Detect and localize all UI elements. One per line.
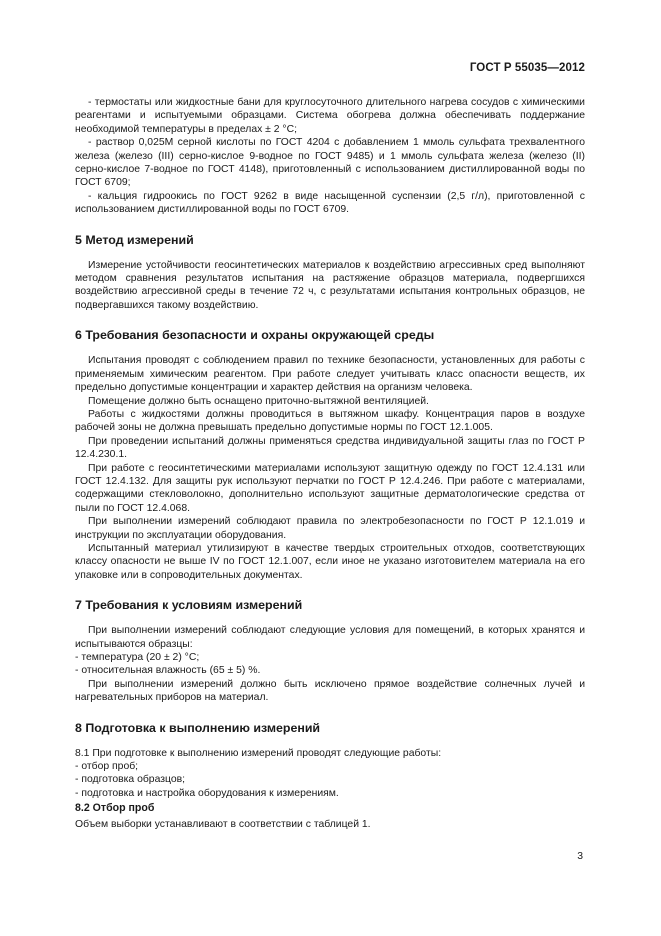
section-6-paragraph-3: Работы с жидкостями должны проводиться в вытяжном шкафу. Концентрация паров в воздухе рабочей зоны не должна превышать предельно допустимые нормы по ГОСТ 12.1.005. [75,408,585,434]
section-7-paragraph-2: При выполнении измерений должно быть исключено прямое воздействие солнечных лучей и нагревательных приборов на материал. [75,678,585,704]
section-8-2-paragraph: Объем выборки устанавливают в соответствии с таблицей 1. [75,818,371,830]
page-content [75,96,585,831]
page-number: 3 [577,851,583,862]
section-8-item-2: - подготовка образцов; [75,774,186,786]
section-6-paragraph-1: Испытания проводят с соблюдением правил по технике безопасности, установленных для работы с применяемым химическим реагентом. При работе следует учитывать класс опасности веществ, их предельно допустимые концентрации и характер действия на организм человека. [75,355,585,394]
section-6-paragraph-6: При выполнении измерений соблюдают правила по электробезопасности по ГОСТ Р 12.1.019 и инструкции по эксплуатации оборудования. [75,516,585,541]
intro-item-3: - кальция гидроокись по ГОСТ 9262 в виде насыщенной суспензии (2,5 г/л), приготовленной с использованием дистиллированной воды по ГОСТ 6709. [75,190,585,216]
section-5-heading: 5 Метод измерений [75,232,194,247]
section-5-paragraph: Измерение устойчивости геосинтетических материалов к воздействию агрессивных сред выполняют методом сравнения результатов испытания на растяжение образцов материала, подвергшихся воздействию агрессивной среды в течение 72 ч, с результатами испытания контрольных образцов, не подвергавшихся такому воздействию. [75,259,585,311]
section-6-paragraph-4: При проведении испытаний должны применяться средства индивидуальной защиты глаз по ГОСТ Р 12.4.230.1. [75,435,585,461]
section-8-item-1: - отбор проб; [75,761,139,773]
section-7-item-1: - температура (20 ± 2) °С; [75,652,200,663]
section-8-heading: 8 Подготовка к выполнению измерений [75,720,321,735]
intro-item-2: - раствор 0,025М серной кислоты по ГОСТ 4204 с добавлением 1 ммоль сульфата трехвалентного железа (железо (III) серно-кислое 9-водное по ГОСТ 9485) и 1 ммоль сульфата железа (железо (II) серно-кислое 7-водное по ГОСТ 4148), приготовленный с использованием дистиллированной воды по ГОСТ 6709; [75,137,585,189]
section-7-item-2: - относительная влажность (65 ± 5) %. [75,665,261,677]
section-7-heading: 7 Требования к условиям измерений [75,598,303,613]
intro-item-1: - термостаты или жидкостные бани для круглосуточного длительного нагрева сосудов с химическими реагентами и испытуемыми образцами. Система обогрева должна обеспечивать поддержание необходимой температуры в пределах ± 2 °С; [75,97,585,135]
section-6-paragraph-2: Помещение должно быть оснащено приточно-вытяжной вентиляцией. [88,395,429,407]
section-6-paragraph-5: При работе с геосинтетическими материалами используют защитную одежду по ГОСТ 12.4.131 или ГОСТ 12.4.132. Для защиты рук используют перчатки по ГОСТ Р 12.4.246. При работе с материалами, содержащими стекловолокно, дополнительно используют защитные дерматологические средства от пыли по ГОСТ 12.4.068. [75,462,585,514]
section-6-paragraph-7: Испытанный материал утилизируют в качестве твердых строительных отходов, соответствующих классу опасности не выше IV по ГОСТ 12.1.007, если иное не указано изготовителем материала на его упаковке или в сопроводительных документах. [75,542,585,581]
section-6-heading: 6 Требования безопасности и охраны окружающей среды [75,328,435,343]
section-8-item-3: - подготовка и настройка оборудования к измерениям. [75,787,339,799]
document-id-header: ГОСТ Р 55035—2012 [469,62,585,74]
section-7-paragraph-1: При выполнении измерений соблюдают следующие условия для помещений, в которых хранятся и испытываются образцы: [75,625,585,650]
section-8-2-heading: 8.2 Отбор проб [75,802,155,815]
section-8-1-paragraph: 8.1 При подготовке к выполнению измерений проводят следующие работы: [75,747,442,759]
